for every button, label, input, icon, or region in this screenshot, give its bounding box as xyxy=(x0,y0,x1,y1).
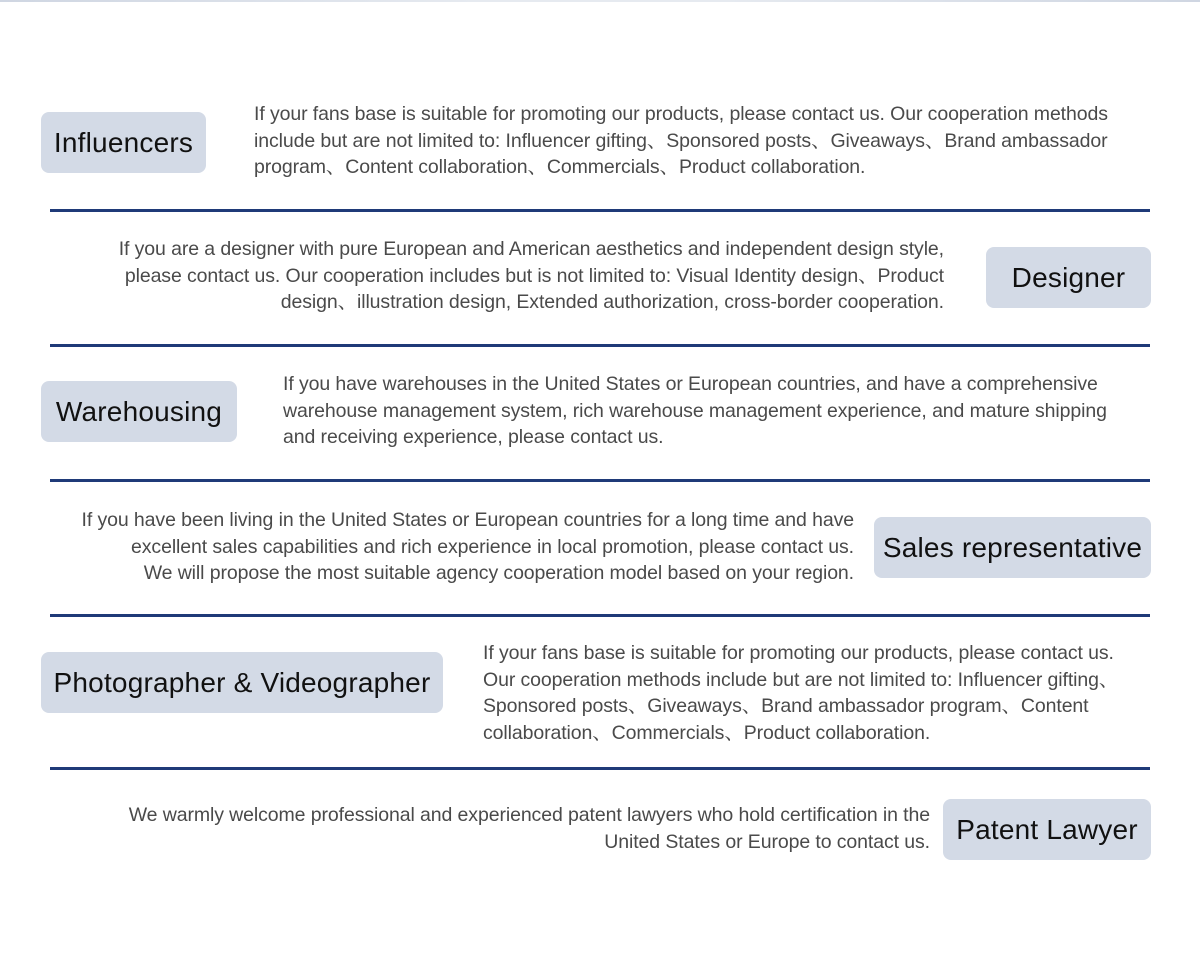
section-divider xyxy=(50,767,1150,770)
description-line: collaboration、Commercials、Product collaboration. xyxy=(483,722,931,745)
photographer-videographer-description xyxy=(483,640,1118,747)
designer-badge: Designer xyxy=(986,247,1151,308)
description-line: Our cooperation methods include but are not limited to: Influencer gifting、 xyxy=(483,668,1119,691)
description-line: If you have warehouses in the United States or European countries, and have a comprehensive xyxy=(283,373,1098,395)
warehousing-description xyxy=(283,371,1107,451)
description-line: and receiving experience, please contact us. xyxy=(283,426,664,449)
description-line: If you have been living in the United States or European countries for a long time and have xyxy=(81,509,854,531)
description-line: United States or Europe to contact us. xyxy=(604,830,930,853)
warehousing-badge: Warehousing xyxy=(41,381,237,442)
section-divider xyxy=(50,614,1150,617)
description-line: Sponsored posts、Giveaways、Brand ambassador program、Content xyxy=(483,695,1089,718)
influencers-badge: Influencers xyxy=(41,112,206,173)
description-line: program、Content collaboration、Commercials、Product collaboration. xyxy=(254,156,866,179)
description-line: please contact us. Our cooperation includes but is not limited to: Visual Identity design、Product xyxy=(124,264,944,287)
photographer-videographer-badge: Photographer & Videographer xyxy=(41,652,443,713)
description-line: design、illustration design, Extended authorization, cross-border cooperation. xyxy=(280,291,944,314)
description-line: If your fans base is suitable for promoting our products, please contact us. Our cooperation methods xyxy=(254,103,1108,125)
description-line: include but are not limited to: Influencer gifting、Sponsored posts、Giveaways、Brand ambassador xyxy=(254,129,1108,152)
section-divider xyxy=(50,209,1150,212)
sales-representative-description xyxy=(82,507,854,587)
description-line: If your fans base is suitable for promoting our products, please contact us. xyxy=(483,642,1114,664)
description-line: We will propose the most suitable agency cooperation model based on your region. xyxy=(143,562,854,585)
description-line: We warmly welcome professional and experienced patent lawyers who hold certification in the xyxy=(128,804,930,826)
description-line: If you are a designer with pure European and American aesthetics and independent design style, xyxy=(118,238,944,260)
section-divider xyxy=(50,479,1150,482)
patent-lawyer-badge: Patent Lawyer xyxy=(943,799,1151,860)
description-line: warehouse management system, rich warehouse management experience, and mature shipping xyxy=(283,399,1107,422)
section-divider xyxy=(50,344,1150,347)
patent-lawyer-description xyxy=(129,802,930,855)
description-line: excellent sales capabilities and rich experience in local promotion, please contact us. xyxy=(131,535,854,558)
influencers-description xyxy=(254,101,1108,181)
designer-description xyxy=(119,236,944,316)
top-border xyxy=(0,0,1200,2)
sales-representative-badge: Sales representative xyxy=(874,517,1151,578)
